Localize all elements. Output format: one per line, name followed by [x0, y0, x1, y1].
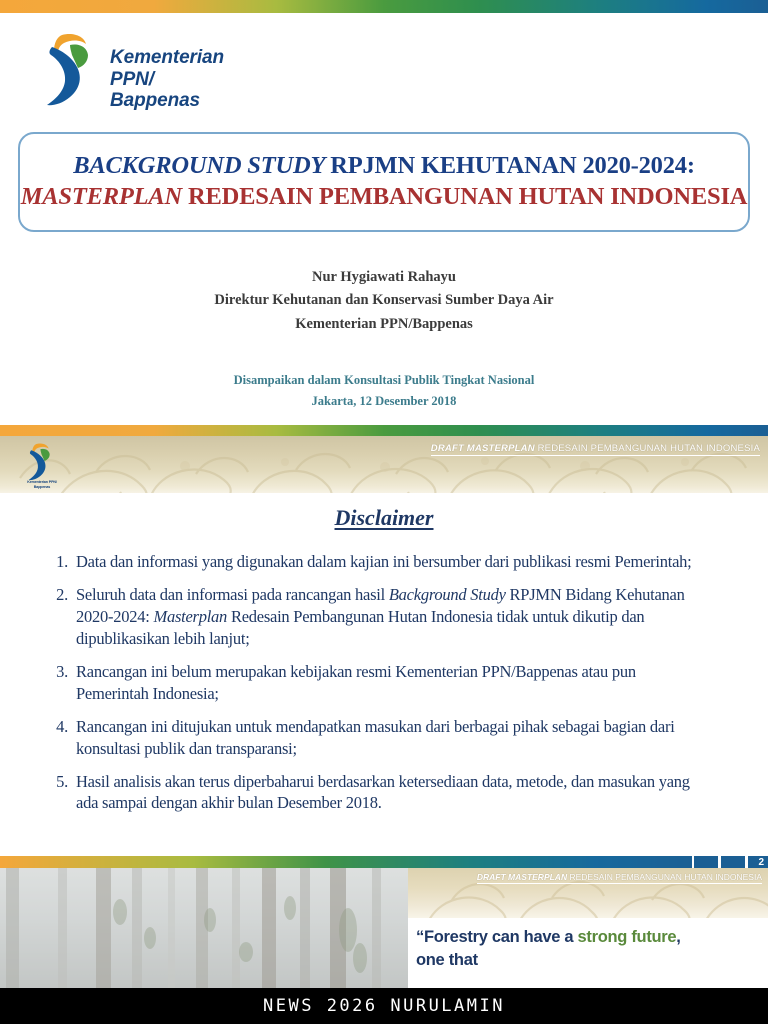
title-line-2-italic: MASTERPLAN: [20, 183, 188, 210]
band-title-bold-3: DRAFT MASTERPLAN: [476, 872, 570, 882]
slide-2-disclaimer: [0, 425, 768, 868]
bappenas-logo-icon-small: [26, 442, 58, 482]
forestry-quote: [416, 926, 766, 973]
band-title-rest: REDESAIN PEMBANGUNAN HUTAN INDONESIA: [537, 443, 760, 454]
list-item-text-3: Redesain Pembangunan Hutan Indonesia tidak untuk dikutip dan dipublikasikan lebih lanjut;: [76, 606, 645, 648]
list-item-number: 2.: [56, 584, 68, 604]
list-item-text: Seluruh data dan informasi pada rancangan hasil: [76, 584, 389, 604]
bappenas-mini-logo: [14, 440, 70, 490]
list-item-text: Rancangan ini ditujukan untuk mendapatkan masukan dari berbagai pihak sebagai bagian dari konsultasi publik dan transparansi;: [76, 716, 675, 758]
presenter-name: Nur Hygiawati Rahayu: [312, 269, 456, 285]
quote-highlight: strong future: [577, 928, 677, 946]
list-item-text: Hasil analisis akan terus diperbaharui berdasarkan ketersediaan data, metode, dan masukan yang ada sampai dengan akhir bulan Desember 2018.: [76, 771, 690, 813]
footer-watermark-text: NEWS 2026 NURULAMIN: [263, 996, 505, 1016]
presenter-position: Direktur Kehutanan dan Konservasi Sumber Daya Air: [214, 292, 554, 309]
list-item-text-2: RPJMN Bidang Kehutanan 2020-2024:: [76, 584, 685, 626]
page-number: 2: [758, 857, 764, 868]
title-line-2: [21, 182, 748, 213]
slide-1-cover: [0, 0, 768, 425]
title-line-1: [73, 151, 695, 182]
list-item-emphasis-2: Masterplan: [153, 606, 228, 626]
slide-2-header-band: [0, 436, 768, 493]
disclaimer-heading: Disclaimer: [334, 505, 434, 530]
event-place-date: Jakarta, 12 Desember 2018: [311, 394, 457, 409]
event-info: [0, 370, 768, 413]
disclaimer-list: [0, 551, 768, 814]
bappenas-mini-logo-text: [14, 480, 70, 489]
title-line-2-rest: REDESAIN PEMBANGUNAN HUTAN INDONESIA: [187, 183, 748, 210]
list-item-number: 1.: [56, 552, 68, 571]
title-line-1-rest: RPJMN KEHUTANAN 2020-2024:: [330, 152, 695, 180]
quote-line-2: one that: [416, 951, 478, 970]
forest-photo-graphic: [0, 868, 408, 988]
list-item-text: Rancangan ini belum merupakan kebijakan resmi Kementerian PPN/Bappenas atau pun Pemerintah Indonesia;: [76, 661, 636, 703]
presenter-byline: [0, 266, 768, 336]
slide-2-band-title: [431, 443, 760, 456]
footer-gradient-strip: [0, 856, 692, 868]
slide-3-right-panel: [408, 868, 768, 988]
list-item: [44, 584, 708, 650]
logo-line-2: Bappenas: [110, 90, 201, 112]
list-item-number: 5.: [56, 771, 68, 791]
band-title-rest-3: REDESAIN PEMBANGUNAN HUTAN INDONESIA: [569, 872, 762, 882]
logo-line-1: Kementerian PPN/: [110, 47, 224, 90]
presenter-institution: Kementerian PPN/Bappenas: [295, 315, 473, 332]
bappenas-logo: [42, 31, 272, 111]
list-item-emphasis: Background Study: [388, 584, 506, 604]
slide-2-footer-bar: [0, 856, 768, 868]
band-title-bold: DRAFT MASTERPLAN: [430, 443, 538, 454]
footer-block-1: [694, 856, 718, 868]
quote-part-2: ,: [676, 928, 681, 946]
mini-logo-line-1: Kementerian PPN/: [27, 480, 57, 485]
mini-logo-line-2: Bappenas: [33, 484, 51, 489]
list-item-number: 4.: [56, 716, 68, 736]
title-box: [18, 132, 750, 232]
bappenas-logo-text: [110, 47, 272, 112]
title-line-1-italic: BACKGROUND STUDY: [73, 152, 331, 180]
list-item: [44, 661, 708, 705]
list-item-number: 3.: [56, 661, 68, 681]
slide-2-content: [0, 493, 768, 825]
bappenas-logo-icon: [42, 31, 104, 109]
misty-forest-photo: [0, 868, 408, 988]
list-item-text: Data dan informasi yang digunakan dalam kajian ini bersumber dari publikasi resmi Pemerintah;: [76, 552, 692, 571]
slide-3-quote: [0, 868, 768, 988]
top-gradient-bar: [0, 0, 768, 13]
list-item: [44, 551, 708, 573]
list-item: [44, 716, 708, 760]
footer-block-2: [721, 856, 745, 868]
footer-block-3: [748, 856, 768, 868]
slide-3-band-title: [477, 872, 762, 884]
quote-part-1: “Forestry can have a: [416, 928, 578, 946]
footer-watermark: [0, 988, 768, 1024]
list-item: [44, 771, 708, 815]
slide-3-header-band: [408, 868, 768, 918]
event-occasion: Disampaikan dalam Konsultasi Publik Tingkat Nasional: [233, 373, 535, 387]
